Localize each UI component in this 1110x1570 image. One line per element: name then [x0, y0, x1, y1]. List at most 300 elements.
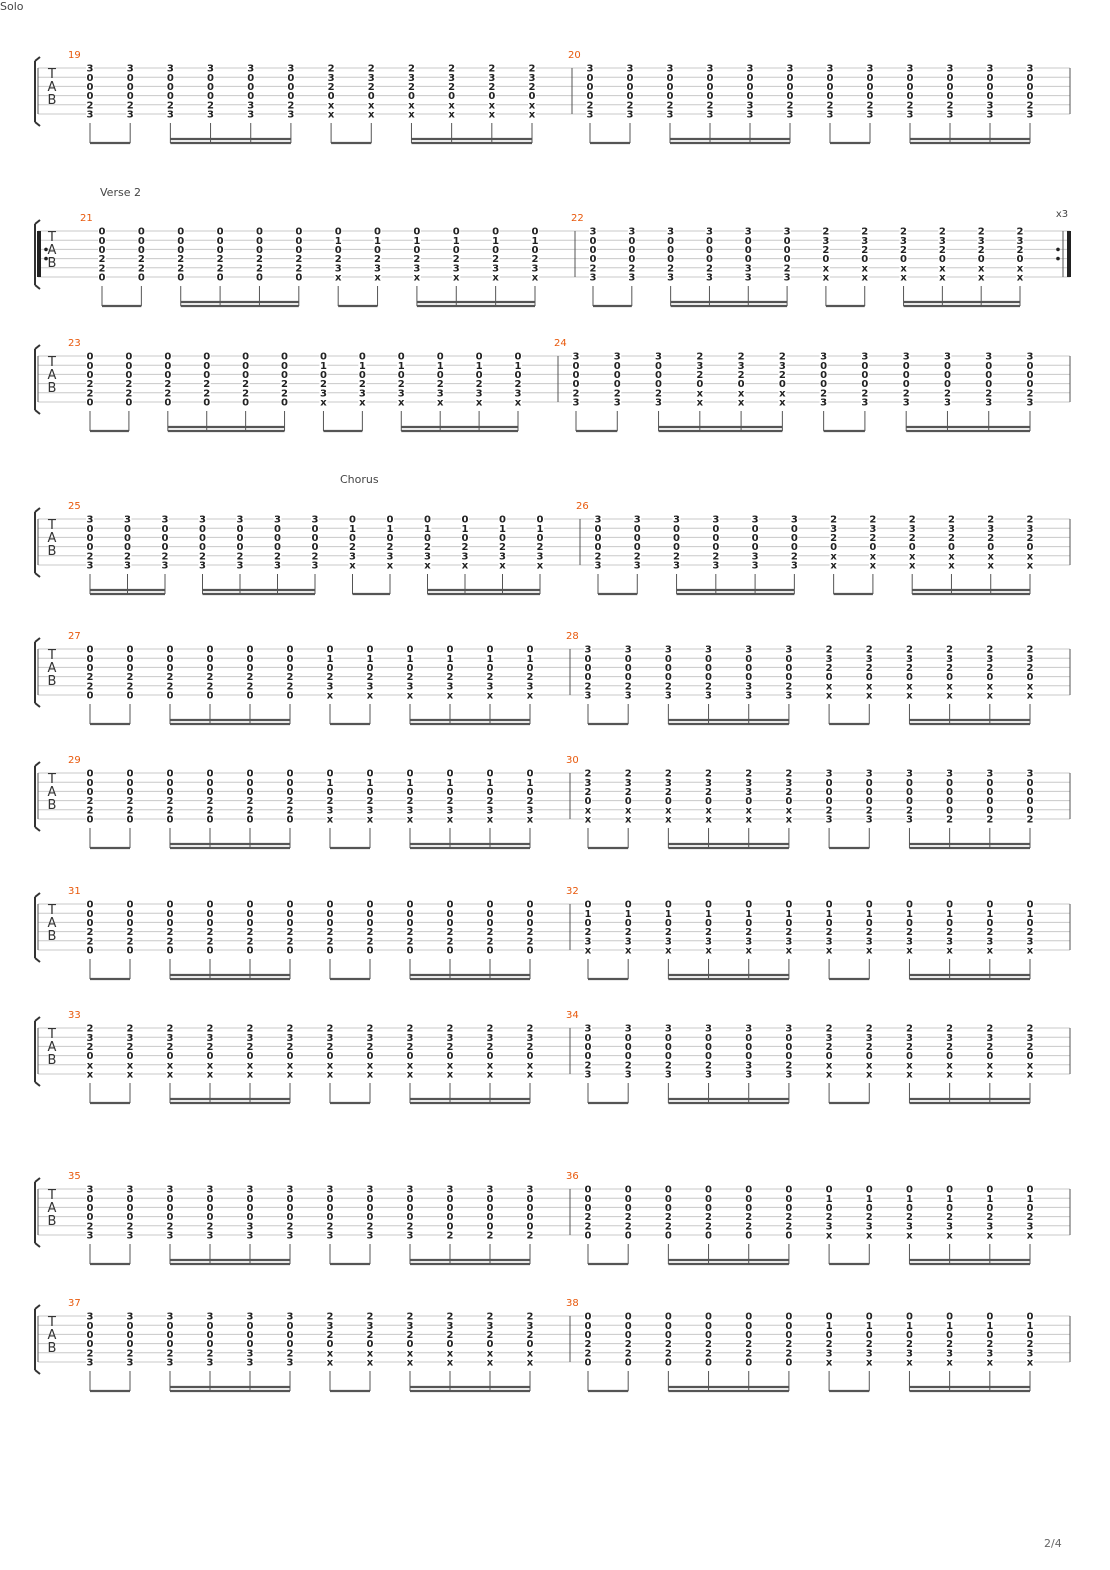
fret-number: 0 [624, 796, 632, 808]
fret-number: 0 [255, 226, 263, 238]
fret-number: 3 [790, 514, 798, 526]
fret-number: 0 [705, 245, 713, 256]
fret-number: 1 [664, 908, 672, 920]
fret-number: 2 [326, 1042, 334, 1053]
fret-number: 2 [745, 1339, 753, 1351]
fret-number: 0 [624, 1184, 632, 1196]
fret-number: 2 [946, 927, 954, 939]
fret-number: 0 [790, 542, 798, 554]
fret-number: x [366, 1069, 374, 1081]
fret-number: 0 [628, 254, 636, 266]
fret-number: 3 [785, 644, 793, 656]
measure-number: 34 [566, 1010, 579, 1021]
fret-number: 3 [246, 1357, 254, 1369]
fret-number: 0 [902, 379, 910, 391]
fret-number: 0 [946, 1330, 954, 1341]
fret-number: x [1026, 560, 1034, 572]
repeat-count: x3 [1055, 209, 1069, 220]
fret-number: 0 [286, 918, 294, 929]
fret-number: 2 [86, 1221, 94, 1233]
fret-number: 3 [822, 235, 830, 247]
fret-number: 1 [825, 908, 833, 920]
fret-number: 3 [1026, 1032, 1034, 1044]
fret-number: 1 [461, 523, 469, 535]
fret-number: 3 [751, 560, 759, 572]
fret-number: 0 [319, 370, 327, 381]
fret-number: 3 [206, 1311, 214, 1323]
fret-number: 0 [986, 918, 994, 929]
fret-number: 1 [374, 235, 382, 247]
tab-clef-letter: A [47, 531, 57, 546]
fret-number: 2 [206, 1221, 214, 1233]
tab-clef-letter: A [47, 785, 57, 800]
fret-number: 0 [746, 72, 754, 84]
fret-number: 0 [986, 91, 994, 103]
fret-number: 3 [499, 551, 506, 563]
fret-number: 0 [905, 672, 913, 684]
fret-number: 0 [475, 351, 483, 363]
fret-number: 3 [326, 1184, 334, 1196]
fret-number: 2 [613, 388, 621, 400]
fret-number: 2 [790, 551, 798, 563]
fret-number: 0 [624, 1193, 632, 1205]
fret-number: 2 [624, 681, 632, 693]
fret-number: 3 [745, 936, 753, 948]
fret-number: 0 [137, 235, 145, 247]
fret-number: x [825, 1069, 833, 1081]
fret-number: 2 [624, 927, 632, 939]
measure-number: 23 [68, 338, 81, 349]
fret-number: 2 [326, 936, 334, 948]
fret-number: 0 [366, 908, 374, 920]
fret-number: 2 [216, 263, 224, 275]
fret-number: 3 [746, 100, 754, 112]
fret-number: 3 [825, 768, 833, 780]
fret-number: 0 [594, 523, 602, 535]
fret-number: 3 [986, 1348, 994, 1360]
fret-number: 0 [486, 918, 494, 929]
fret-number: 0 [206, 918, 214, 929]
fret-number: 0 [861, 379, 869, 391]
fret-number: 0 [406, 1212, 414, 1224]
fret-number: 0 [785, 1230, 793, 1242]
fret-number: 0 [624, 899, 632, 911]
fret-number: 3 [666, 109, 674, 121]
fret-number: x [906, 1069, 913, 1081]
fret-number: 0 [166, 690, 174, 702]
fret-number: 3 [865, 1221, 873, 1233]
fret-number: 0 [737, 379, 745, 391]
fret-number: 0 [86, 1051, 94, 1063]
fret-number: 3 [531, 263, 539, 275]
fret-number: x [398, 397, 405, 409]
fret-number: 0 [255, 245, 263, 256]
fret-number: 3 [946, 936, 954, 948]
fret-number: 0 [946, 1311, 954, 1323]
tab-clef-letter: B [47, 929, 57, 944]
fret-number: x [906, 1060, 913, 1072]
fret-number: 0 [166, 777, 174, 789]
fret-number: 0 [486, 1212, 494, 1224]
fret-number: 2 [987, 533, 995, 544]
fret-number: 0 [1026, 82, 1034, 93]
fret-number: x [406, 1069, 414, 1081]
fret-number: 0 [1026, 899, 1034, 911]
fret-number: 2 [526, 1023, 534, 1035]
fret-number: 1 [424, 523, 431, 535]
fret-number: 2 [366, 1221, 374, 1233]
fret-number: 2 [246, 1042, 254, 1053]
fret-number: 0 [946, 91, 954, 103]
fret-number: 3 [406, 1032, 414, 1044]
fret-number: 1 [536, 523, 544, 535]
fret-number: 3 [664, 777, 672, 789]
fret-number: 2 [526, 1330, 534, 1341]
fret-number: 3 [161, 514, 169, 526]
fret-number: 0 [255, 272, 263, 284]
fret-number: 2 [446, 1023, 454, 1035]
fret-number: 2 [98, 254, 106, 266]
fret-number: 0 [366, 1203, 374, 1214]
fret-number: 1 [334, 235, 342, 247]
fret-number: 0 [785, 918, 793, 929]
fret-number: 2 [358, 379, 366, 391]
fret-number: 2 [526, 796, 534, 808]
fret-number: 2 [905, 663, 913, 674]
fret-number: 3 [826, 63, 834, 75]
fret-number: 3 [785, 1023, 793, 1035]
fret-number: 0 [246, 899, 254, 911]
fret-number: 2 [206, 796, 214, 808]
fret-number: 0 [866, 72, 874, 84]
fret-number: 0 [206, 787, 214, 798]
fret-number: x [906, 945, 913, 957]
fret-number: 0 [946, 796, 954, 808]
fret-number: 2 [633, 551, 641, 563]
fret-number: 2 [326, 796, 334, 808]
fret-number: 3 [166, 1230, 174, 1242]
fret-number: 0 [826, 82, 834, 93]
fret-number: 3 [206, 1032, 214, 1044]
fret-number: x [368, 100, 375, 112]
fret-number: 2 [486, 1230, 494, 1242]
fret-number: 0 [900, 254, 908, 266]
fret-number: 0 [785, 899, 793, 911]
fret-number: x [866, 681, 873, 693]
fret-number: 0 [286, 814, 294, 826]
fret-number: 2 [164, 388, 172, 400]
fret-number: 3 [86, 1230, 94, 1242]
fret-number: 0 [286, 777, 294, 789]
fret-number: 3 [1026, 63, 1034, 75]
measure-number: 32 [566, 886, 579, 897]
fret-number: 0 [664, 1051, 672, 1063]
fret-number: x [359, 397, 366, 409]
fret-number: 2 [905, 1212, 913, 1224]
fret-number: 2 [448, 63, 456, 75]
fret-number: 2 [785, 1060, 793, 1072]
fret-number: 0 [664, 796, 672, 808]
fret-number: 0 [286, 653, 294, 665]
fret-number: 0 [126, 653, 134, 665]
fret-number: x [745, 814, 752, 826]
fret-number: 0 [286, 899, 294, 911]
fret-number: 0 [86, 1320, 94, 1332]
fret-number: 2 [164, 379, 172, 391]
fret-number: 0 [86, 787, 94, 798]
fret-number: x [486, 1060, 494, 1072]
fret-number: 0 [745, 1311, 753, 1323]
fret-number: 2 [199, 551, 206, 563]
fret-number: 0 [822, 254, 830, 266]
fret-number: 1 [825, 1193, 833, 1205]
fret-number: 3 [126, 109, 134, 121]
fret-number: 0 [1026, 91, 1034, 103]
fret-number: 3 [1026, 936, 1034, 948]
fret-number: 0 [166, 72, 174, 84]
fret-number: 0 [126, 908, 134, 920]
fret-number: 3 [786, 63, 794, 75]
fret-number: 1 [486, 777, 494, 789]
fret-number: x [830, 560, 837, 572]
fret-number: 3 [908, 523, 916, 535]
fret-number: 0 [705, 1193, 713, 1205]
fret-number: 0 [326, 1193, 334, 1205]
tab-staff [0, 1010, 1110, 1140]
measure-number: 20 [568, 50, 581, 61]
fret-number: 3 [236, 514, 244, 526]
fret-number: 0 [905, 787, 913, 798]
fret-number: 0 [786, 72, 794, 84]
fret-number: 2 [166, 936, 174, 948]
fret-number: 0 [825, 899, 833, 911]
fret-number: 0 [705, 235, 713, 247]
fret-number: x [406, 1357, 414, 1369]
fret-number: 3 [746, 63, 754, 75]
fret-number: 2 [166, 796, 174, 808]
fret-number: 2 [943, 388, 951, 400]
fret-number: 1 [905, 908, 913, 920]
fret-number: 2 [295, 263, 303, 275]
fret-number: x [665, 805, 672, 817]
fret-number: 3 [902, 351, 910, 363]
fret-number: 0 [825, 1051, 833, 1063]
fret-number: 3 [446, 1184, 454, 1196]
fret-number: x [1016, 263, 1024, 275]
fret-number: 3 [751, 551, 759, 563]
fret-number: 0 [986, 1330, 994, 1341]
fret-number: 3 [386, 551, 394, 563]
fret-number: 0 [366, 1193, 374, 1205]
fret-number: 2 [900, 226, 908, 238]
tab-staff [0, 50, 1110, 180]
fret-number: 2 [461, 542, 469, 554]
fret-number: 0 [424, 533, 431, 544]
fret-number: 1 [386, 523, 394, 535]
fret-number: x [624, 945, 632, 957]
fret-number: 0 [905, 777, 913, 789]
fret-number: 0 [526, 1339, 534, 1351]
fret-number: 2 [286, 805, 294, 817]
fret-number: 2 [785, 787, 793, 798]
fret-number: 0 [486, 945, 494, 957]
fret-number: 2 [946, 100, 954, 112]
fret-number: 0 [705, 1203, 713, 1214]
fret-number: x [326, 690, 334, 702]
fret-number: 0 [905, 1051, 913, 1063]
fret-number: 0 [985, 379, 993, 391]
fret-number: 0 [246, 945, 254, 957]
fret-number: 0 [287, 72, 295, 84]
fret-number: 3 [446, 1032, 454, 1044]
fret-number: 0 [166, 945, 174, 957]
fret-number: 0 [633, 523, 641, 535]
fret-number: 2 [486, 927, 494, 939]
fret-number: 3 [528, 72, 536, 84]
fret-number: 0 [406, 918, 414, 929]
fret-number: x [526, 1357, 534, 1369]
fret-number: 0 [705, 1042, 713, 1053]
fret-number: x [366, 690, 374, 702]
fret-number: 0 [705, 254, 713, 266]
fret-number: 3 [986, 1221, 994, 1233]
fret-number: 3 [286, 1184, 294, 1196]
fret-number: 3 [572, 351, 580, 363]
fret-number: 2 [664, 681, 672, 693]
fret-number: 1 [1026, 1193, 1034, 1205]
fret-number: 0 [865, 787, 873, 798]
fret-number: 3 [905, 936, 913, 948]
fret-number: 2 [786, 100, 794, 112]
fret-number: 1 [531, 235, 539, 247]
fret-number: 0 [664, 1193, 672, 1205]
fret-number: 0 [207, 91, 215, 103]
fret-number: x [531, 272, 539, 284]
fret-number: 2 [861, 245, 869, 256]
measure-number: 28 [566, 631, 579, 642]
fret-number: 0 [946, 1203, 954, 1214]
fret-number: 2 [413, 254, 421, 266]
fret-number: 3 [905, 1221, 913, 1233]
fret-number: 0 [446, 1203, 454, 1214]
fret-number: 0 [216, 226, 224, 238]
tab-system [0, 1171, 1110, 1301]
fret-number: 0 [125, 360, 133, 372]
fret-number: x [696, 388, 704, 400]
fret-number: x [908, 560, 916, 572]
fret-number: 2 [526, 927, 534, 939]
fret-number: 2 [986, 663, 994, 674]
fret-number: 0 [746, 82, 754, 93]
measure-number: 27 [68, 631, 81, 642]
fret-number: 0 [247, 82, 255, 93]
fret-number: 0 [488, 91, 496, 103]
fret-number: 2 [161, 551, 169, 563]
fret-number: 2 [987, 514, 995, 526]
fret-number: 3 [985, 351, 993, 363]
fret-number: 0 [584, 899, 592, 911]
fret-number: 2 [486, 1023, 494, 1035]
fret-number: 1 [446, 777, 454, 789]
fret-number: 0 [366, 787, 374, 798]
fret-number: 0 [199, 542, 206, 554]
fret-number: 3 [486, 681, 494, 693]
tab-system [0, 631, 1110, 761]
fret-number: 3 [584, 1023, 592, 1035]
fret-number: x [536, 560, 544, 572]
fret-number: x [349, 560, 356, 572]
fret-number: 0 [286, 1320, 294, 1332]
fret-number: 0 [624, 672, 632, 684]
fret-number: 2 [745, 768, 753, 780]
fret-number: x [526, 1060, 534, 1072]
fret-number: 0 [905, 1311, 913, 1323]
fret-number: 2 [526, 1230, 534, 1242]
fret-number: x [948, 551, 955, 563]
fret-number: 0 [667, 235, 675, 247]
fret-number: 0 [137, 245, 145, 256]
fret-number: 0 [334, 245, 342, 256]
measure-number: 33 [68, 1010, 81, 1021]
fret-number: 0 [705, 653, 713, 665]
fret-number: 0 [286, 1212, 294, 1224]
fret-number: 0 [206, 814, 214, 826]
measure-number: 21 [80, 213, 93, 224]
fret-number: 2 [286, 681, 294, 693]
fret-number: x [461, 560, 469, 572]
fret-number: 0 [745, 899, 753, 911]
fret-number: 3 [712, 560, 720, 572]
tab-clef-letter: T [48, 1188, 56, 1203]
fret-number: 2 [778, 370, 786, 381]
fret-number: 0 [281, 397, 289, 409]
fret-number: 3 [624, 690, 632, 702]
fret-number: 0 [86, 542, 94, 554]
fret-number: 0 [745, 1357, 753, 1369]
fret-number: 3 [124, 514, 131, 526]
fret-number: 0 [452, 226, 460, 238]
fret-number: 0 [125, 397, 133, 409]
fret-number: 0 [526, 1051, 534, 1063]
fret-number: 2 [977, 245, 985, 256]
fret-number: x [939, 272, 946, 284]
fret-number: 0 [861, 370, 869, 381]
fret-number: 3 [626, 63, 634, 75]
fret-number: 0 [624, 1203, 632, 1214]
fret-number: 3 [943, 397, 951, 409]
fret-number: 1 [526, 777, 534, 789]
fret-number: 0 [706, 82, 714, 93]
fret-number: 3 [667, 226, 675, 238]
fret-number: 3 [946, 653, 954, 665]
fret-number: 0 [790, 523, 798, 535]
fret-number: 0 [526, 908, 534, 920]
fret-number: 2 [673, 551, 681, 563]
fret-number: 0 [446, 768, 454, 780]
fret-number: 2 [869, 514, 877, 526]
fret-number: 0 [861, 360, 869, 372]
fret-number: 3 [820, 351, 828, 363]
fret-number: 0 [526, 663, 534, 674]
fret-number: x [436, 397, 444, 409]
fret-number: 0 [825, 777, 833, 789]
fret-number: 0 [246, 1051, 254, 1063]
fret-number: 3 [207, 63, 215, 75]
fret-number: x [1026, 1357, 1034, 1369]
tab-clef-letter: T [48, 1315, 56, 1330]
fret-number: 3 [706, 109, 714, 121]
tab-clef-letter: A [47, 80, 57, 95]
